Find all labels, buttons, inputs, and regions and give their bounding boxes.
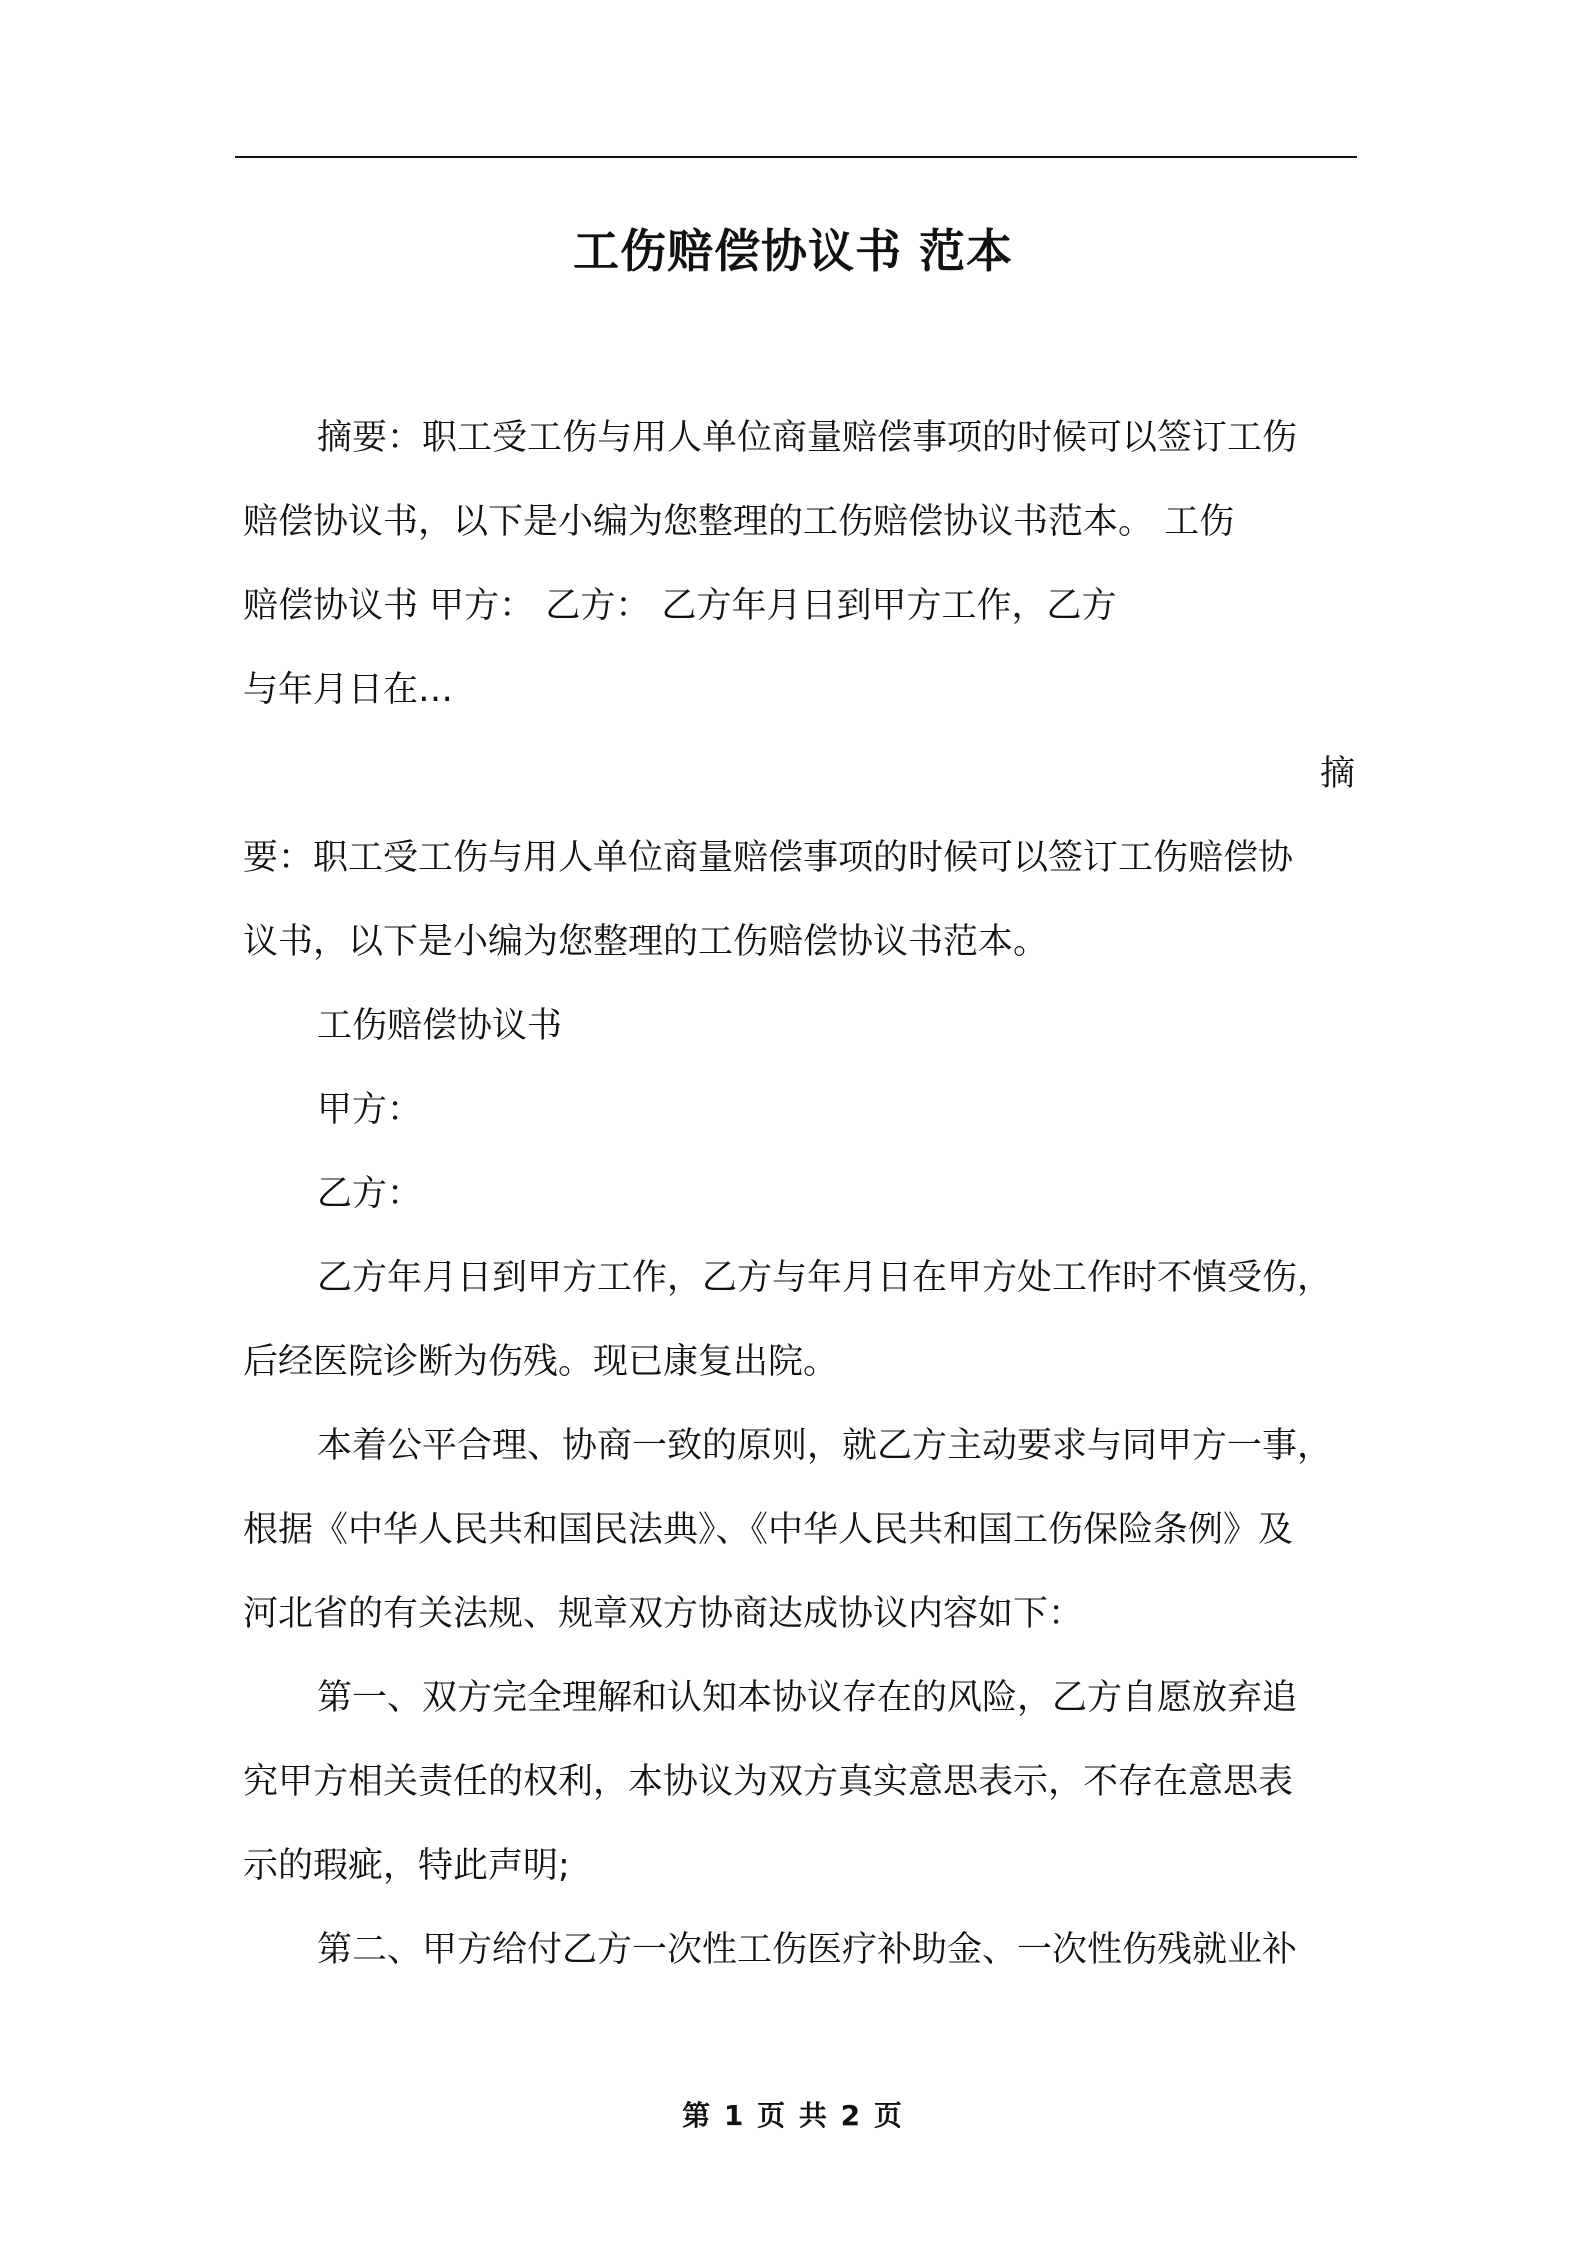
agreement-heading: 工伤赔偿协议书 — [317, 1006, 563, 1046]
abstract-line-2-tail: 工伤 — [1164, 502, 1235, 542]
second-abstract-line-1: 要：职工受工伤与用人单位商量赔偿事项的时候可以签订工伤赔偿协 — [243, 838, 1294, 878]
paragraph-1-line-1: 乙方年月日到甲方工作，乙方与年月日在甲方处工作时不慎受伤， — [317, 1258, 1333, 1298]
document-title: 工伤赔偿协议书 范本 — [572, 224, 1013, 278]
header-rule — [235, 156, 1357, 158]
paragraph-3-line-3: 示的瑕疵，特此声明; — [243, 1846, 570, 1886]
paragraph-1-line-2: 后经医院诊断为伤残。现已康复出院。 — [243, 1342, 839, 1382]
paragraph-3-line-1: 第一、双方完全理解和认知本协议存在的风险，乙方自愿放弃追 — [317, 1678, 1298, 1718]
paragraph-4-line-1: 第二、甲方给付乙方一次性工伤医疗补助金、一次性伤残就业补 — [317, 1930, 1298, 1970]
abstract-line-3 — [243, 564, 1355, 648]
abstract-line-2 — [243, 480, 1355, 564]
paragraph-2-line-3: 河北省的有关法规、规章双方协商达成协议内容如下： — [243, 1594, 1084, 1634]
abstract-line-3-a: 赔偿协议书 — [243, 586, 419, 626]
abstract-line-3-c: 乙方： — [545, 586, 651, 626]
party-b-label: 乙方： — [317, 1174, 423, 1214]
paragraph-2-line-2: 根据《中华人民共和国民法典》、《中华人民共和国工伤保险条例》及 — [243, 1510, 1294, 1550]
second-abstract-first-char: 摘 — [1319, 754, 1355, 794]
abstract-block — [243, 396, 1355, 732]
abstract-line-3-b: 甲方： — [429, 586, 535, 626]
second-abstract-line-2: 议书，以下是小编为您整理的工伤赔偿协议书范本。 — [243, 922, 1049, 962]
abstract-line-3-d: 乙方年月日到甲方工作，乙方 — [661, 586, 1117, 626]
abstract-line-4: 与年月日在… — [243, 670, 454, 710]
page-footer: 第 1 页 共 2 页 — [682, 2099, 904, 2132]
abstract-line-1: 摘要：职工受工伤与用人单位商量赔偿事项的时候可以签订工伤 — [317, 418, 1298, 458]
body-block — [243, 732, 1355, 1992]
paragraph-2-line-1: 本着公平合理、协商一致的原则，就乙方主动要求与同甲方一事， — [317, 1426, 1333, 1466]
paragraph-3-line-2: 究甲方相关责任的权利，本协议为双方真实意思表示，不存在意思表 — [243, 1762, 1294, 1802]
party-a-label: 甲方： — [317, 1090, 423, 1130]
abstract-line-2-text: 赔偿协议书，以下是小编为您整理的工伤赔偿协议书范本。 — [243, 502, 1154, 542]
